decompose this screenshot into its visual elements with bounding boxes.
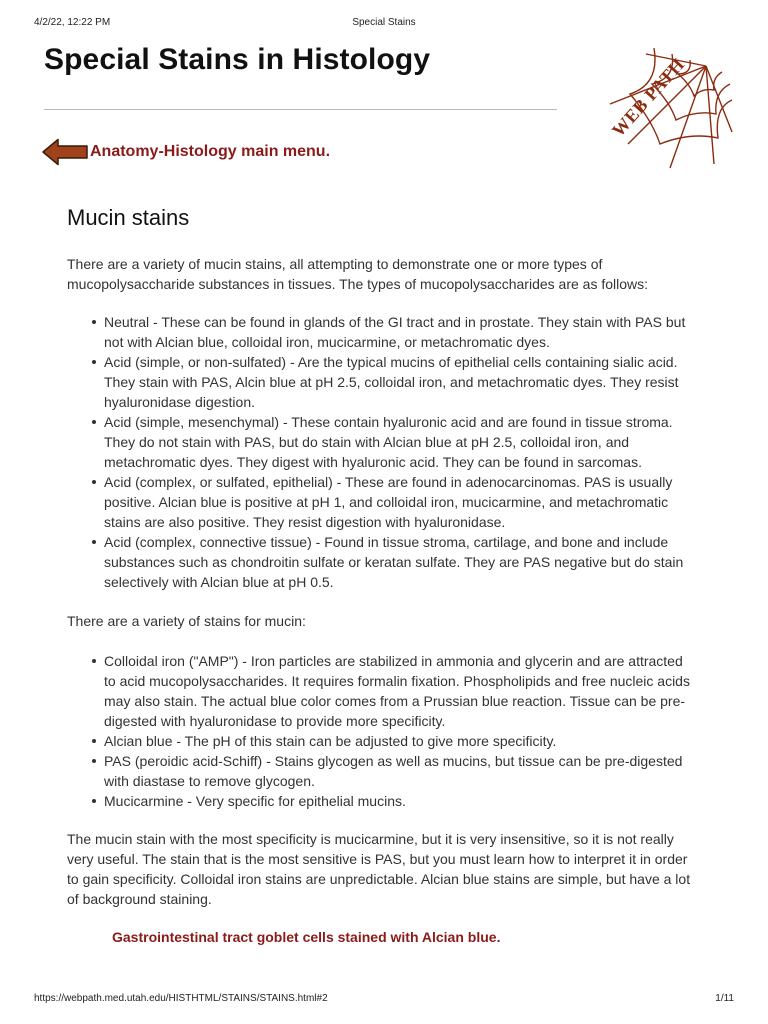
list-item: Mucicarmine - Very specific for epithelial mucins. [104, 791, 695, 811]
left-arrow-icon [42, 138, 88, 166]
page-title: Special Stains in Histology [44, 43, 431, 76]
logo-text: WEB PATH [608, 54, 689, 141]
mucopolysaccharide-types-list [67, 312, 695, 592]
intro-paragraph: There are a variety of mucin stains, all attempting to demonstrate one or more types of mucopolysaccharide substances in tissues. The types of mucopolysaccharides are as follows: [67, 256, 649, 292]
list-item: Acid (complex, connective tissue) - Found in tissue stroma, cartilage, and bone and include substances such as chondroitin sulfate or keratan sulfate. They are PAS negative but do stain selectively with Alcian blue at pH 0.5. [104, 532, 695, 592]
print-doc-title: Special Stains [352, 17, 416, 28]
figure-caption: Gastrointestinal tract goblet cells stained with Alcian blue. [112, 929, 501, 945]
list-item: Alcian blue - The pH of this stain can be adjusted to give more specificity. [104, 731, 695, 751]
stains-intro-paragraph: There are a variety of stains for mucin: [67, 613, 306, 629]
list-item: Acid (simple, or non-sulfated) - Are the typical mucins of epithelial cells containing sialic acid. They stain with PAS, Alcin blue at pH 2.5, colloidal iron, and metachromatic dyes. They resist hyaluronidase digestion. [104, 352, 695, 412]
list-item: PAS (peroidic acid-Schiff) - Stains glycogen as well as mucins, but tissue can be pre-digested with diastase to remove glycogen. [104, 751, 695, 791]
page-number: 1/11 [715, 993, 734, 1004]
title-divider [44, 109, 557, 110]
section-heading: Mucin stains [67, 205, 190, 230]
list-item: Colloidal iron ("AMP") - Iron particles are stabilized in ammonia and glycerin and are attracted to acid mucopolysaccharides. It requires formalin fixation. Phospholipids and free nucleic acids may also stain. The actual blue color comes from a Prussian blue reaction. Tissue can be pre-digested with hyaluronidase to provide more specificity. [104, 651, 695, 731]
list-item: Acid (simple, mesenchymal) - These contain hyaluronic acid and are found in tissue stroma. They do not stain with PAS, but do stain with Alcian blue at pH 2.5, colloidal iron, and metachromatic dyes. They digest with hyaluronic acid. They can be found in sarcomas. [104, 412, 695, 472]
print-url: https://webpath.med.utah.edu/HISTHTML/STAINS/STAINS.html#2 [34, 993, 328, 1004]
web-spider-web-logo [606, 44, 734, 172]
conclusion-paragraph: The mucin stain with the most specificity is mucicarmine, but it is very insensitive, so it is not really very useful. The stain that is the most sensitive is PAS, but you must learn how to interpret it in order to gain specificity. Colloidal iron stains are unpredictable. Alcian blue stains are simple, but have a lot of background staining. [67, 831, 691, 907]
menu-link-label[interactable]: Anatomy-Histology main menu. [90, 143, 331, 160]
print-footer [34, 993, 734, 1007]
print-date: 4/2/22, 12:22 PM [34, 17, 111, 28]
mucin-stains-list [67, 651, 695, 811]
main-content [67, 205, 695, 945]
anatomy-histology-menu-link[interactable] [42, 138, 330, 166]
list-item: Acid (complex, or sulfated, epithelial) - These are found in adenocarcinomas. PAS is usually positive. Alcian blue is positive at pH 1, and colloidal iron, mucicarmine, and metachromatic stains are also positive. They resist digestion with hyaluronidase. [104, 472, 695, 532]
print-header [34, 17, 734, 31]
list-item: Neutral - These can be found in glands of the GI tract and in prostate. They stain with PAS but not with Alcian blue, colloidal iron, mucicarmine, or metachromatic dyes. [104, 312, 695, 352]
